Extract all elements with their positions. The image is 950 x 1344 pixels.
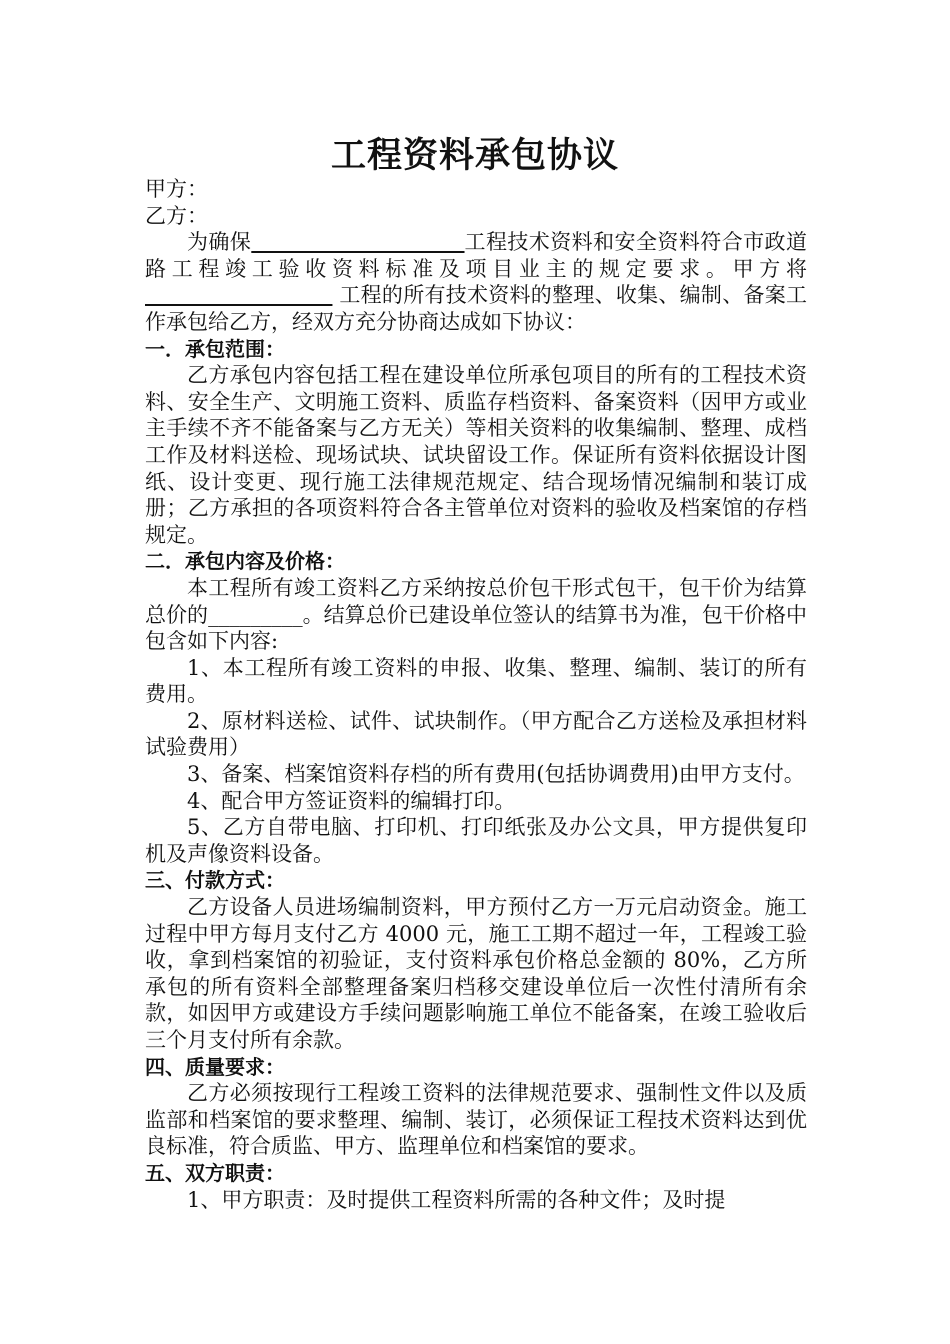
price-text-a: 本工程所有竣工资料乙方采纳按总价包干形式包干，包干价为结算总价的 bbox=[145, 575, 807, 627]
party-a-line: 甲方： bbox=[145, 177, 208, 201]
intro-paragraph bbox=[145, 229, 807, 335]
section-heading-content-price: 二．承包内容及价格： bbox=[145, 549, 345, 574]
section-heading-payment: 三、付款方式： bbox=[145, 868, 285, 893]
list-item: 1、本工程所有竣工资料的申报、收集、整理、编制、装订的所有费用。 bbox=[145, 655, 807, 707]
list-item: 4、配合甲方签证资料的编辑打印。 bbox=[187, 788, 516, 813]
list-item: 2、原材料送检、试件、试块制作。（甲方配合乙方送检及承担材料试验费用） bbox=[145, 708, 807, 760]
document-title: 工程资料承包协议 bbox=[330, 136, 619, 176]
section-heading-scope: 一．承包范围： bbox=[145, 336, 285, 361]
section-text-price bbox=[145, 575, 807, 655]
price-text-b: 。结算总价已建设单位签认的结算书为准，包干价格中包含如下内容: bbox=[145, 602, 808, 654]
section-text-scope: 乙方承包内容包括工程在建设单位所承包项目的所有的工程技术资料、安全生产、文明施工资料、质监存档资料、备案资料（因甲方或业主手续不齐不能备案与乙方无关）等相关资料的收集编制、整理、成档工作及材料送检、现场试块、试块留设工作。保证所有资料依据设计图纸、设计变更、现行施工法律规范规定、结合现场情况编制和装订成册；乙方承担的各项资料符合各主管单位对资料的验收及档案馆的存档规定。 bbox=[145, 363, 807, 547]
document-body bbox=[145, 176, 807, 1213]
list-item: 1、甲方职责：及时提供工程资料所需的各种文件；及时提 bbox=[187, 1187, 726, 1212]
project-name-blank-2 bbox=[145, 283, 332, 307]
intro-text-1: 为确保 bbox=[187, 230, 252, 255]
section-text-quality: 乙方必须按现行工程竣工资料的法律规范要求、强制性文件以及质监部和档案馆的要求整理、编制、装订，必须保证工程技术资料达到优良标准，符合质监、甲方、监理单位和档案馆的要求。 bbox=[145, 1081, 807, 1159]
section-text-payment: 乙方设备人员进场编制资料，甲方预付乙方一万元启动资金。施工过程中甲方每月支付乙方 4000 元，施工工期不超过一年，工程竣工验收，拿到档案馆的初验证，支付资料承包价格总金额的 80%，乙方所承包的所有资料全部整理备案归档移交建设单位后一次性付清所有余款，如因甲方或建设方手续问题影响施工单位不能备案，在竣工验收后三个月支付所有余款。 bbox=[145, 895, 807, 1052]
intro-text-3: 工程的所有技术资料的整理、收集、编制、备案工作承包给乙方，经双方充分协商达成如下协议： bbox=[145, 283, 807, 334]
project-name-blank-1 bbox=[251, 230, 464, 254]
section-heading-quality: 四、质量要求： bbox=[145, 1054, 285, 1079]
section-heading-duties: 五、双方职责： bbox=[145, 1160, 285, 1185]
list-item: 3、备案、档案馆资料存档的所有费用(包括协调费用)由甲方支付。 bbox=[187, 762, 805, 787]
party-b-line: 乙方： bbox=[145, 203, 208, 228]
price-blank: _________ bbox=[208, 602, 303, 627]
intro-text-2: 工程技术资料和安全资料符合市政道路工程竣工验收资料标准及项目业主的规定要求。甲方将 bbox=[145, 230, 807, 281]
list-item: 5、乙方自带电脑、打印机、打印纸张及办公文具，甲方提供复印机及声像资料设备。 bbox=[145, 815, 807, 866]
